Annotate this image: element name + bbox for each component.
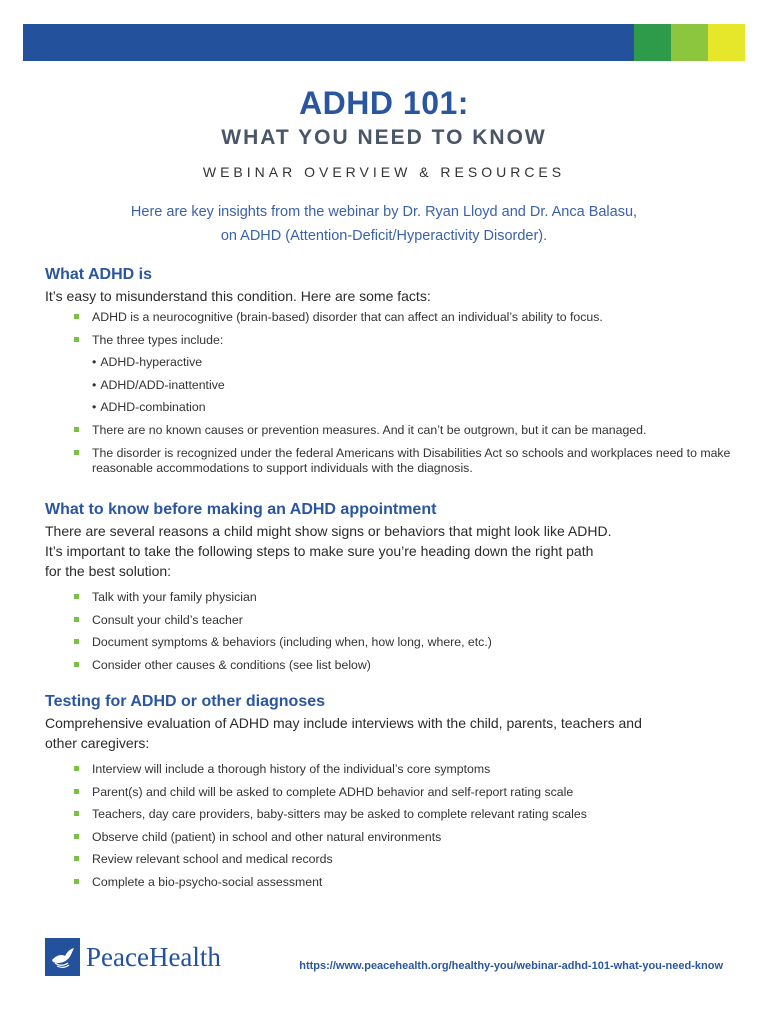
intro-line-2: on ADHD (Attention-Deficit/Hyperactivity Disorder). bbox=[220, 228, 548, 244]
type-item: • ADHD-combination bbox=[92, 400, 206, 415]
top-bar-blue bbox=[23, 24, 634, 61]
section-heading: Testing for ADHD or other diagnoses bbox=[45, 693, 326, 710]
top-bar-lime-square bbox=[671, 24, 708, 61]
section-before-appointment bbox=[45, 500, 735, 680]
section-heading: What to know before making an ADHD appointment bbox=[45, 501, 437, 518]
list-item: ADHD is a neurocognitive (brain-based) disorder that can affect an individual’s ability to focus. bbox=[92, 310, 735, 325]
section-lead: There are several reasons a child might show signs or behaviors that might look like ADHD. It’s important to take the following steps to make sure you’re heading down the right path for the best solution: bbox=[45, 523, 612, 579]
bullet-icon bbox=[74, 337, 79, 342]
section-lead: Comprehensive evaluation of ADHD may include interviews with the child, parents, teachers and other caregivers: bbox=[45, 715, 642, 751]
logo-text: PeaceHealth bbox=[86, 941, 221, 972]
list-item: Review relevant school and medical records bbox=[92, 852, 735, 867]
bullet-icon bbox=[74, 662, 79, 667]
list-item: Document symptoms & behaviors (including when, how long, where, etc.) bbox=[92, 635, 735, 650]
type-list bbox=[92, 355, 735, 415]
list-item: Observe child (patient) in school and other natural environments bbox=[92, 830, 735, 845]
type-item: • ADHD/ADD-inattentive bbox=[92, 377, 225, 392]
intro-text bbox=[0, 200, 768, 248]
intro-line-1: Here are key insights from the webinar by Dr. Ryan Lloyd and Dr. Anca Balasu, bbox=[130, 204, 638, 220]
top-bar-yellow-square bbox=[708, 24, 745, 61]
section-testing bbox=[45, 692, 735, 898]
list-item: There are no known causes or prevention measures. And it can’t be outgrown, but it can be managed. bbox=[92, 423, 735, 438]
list-item: Consult your child’s teacher bbox=[92, 613, 735, 628]
list-item: Teachers, day care providers, baby-sitters may be asked to complete relevant rating scales bbox=[92, 807, 735, 822]
bullet-icon bbox=[74, 766, 79, 771]
list-item: Complete a bio-psycho-social assessment bbox=[92, 875, 735, 890]
footer-url-link[interactable]: https://www.peacehealth.org/healthy-you/webinar-adhd-101-what-you-need-know bbox=[299, 960, 723, 972]
list-item: Parent(s) and child will be asked to complete ADHD behavior and self-report rating scale bbox=[92, 785, 735, 800]
page-title: ADHD 101: bbox=[299, 85, 469, 121]
top-bar-green-square bbox=[634, 24, 671, 61]
list-item: The three types include: bbox=[92, 333, 735, 348]
bullet-icon bbox=[74, 617, 79, 622]
bullet-icon bbox=[74, 450, 79, 455]
bullet-icon bbox=[74, 594, 79, 599]
bullet-icon bbox=[74, 811, 79, 816]
bullet-icon bbox=[74, 314, 79, 319]
bullet-icon bbox=[74, 427, 79, 432]
peacehealth-logo[interactable] bbox=[45, 938, 221, 976]
list-item: Consider other causes & conditions (see list below) bbox=[92, 658, 735, 673]
list-item: Talk with your family physician bbox=[92, 590, 735, 605]
list-item bbox=[92, 355, 735, 415]
type-item: • ADHD-hyperactive bbox=[92, 355, 203, 370]
bullet-icon bbox=[74, 856, 79, 861]
list-item: The disorder is recognized under the federal Americans with Disabilities Act so schools and workplaces need to make reasonable accommodations to support individuals with the diagnosis. bbox=[92, 446, 735, 476]
bullet-icon bbox=[74, 879, 79, 884]
list-item: Interview will include a thorough history of the individual’s core symptoms bbox=[92, 762, 735, 777]
steps-list bbox=[45, 590, 735, 673]
section-what-adhd-is bbox=[45, 265, 735, 483]
testing-list bbox=[45, 762, 735, 890]
dove-icon bbox=[45, 938, 80, 976]
section-heading: What ADHD is bbox=[45, 266, 152, 283]
document-header bbox=[0, 84, 768, 182]
bullet-icon bbox=[74, 789, 79, 794]
section-lead: It’s easy to misunderstand this condition. Here are some facts: bbox=[45, 288, 431, 304]
top-color-bar bbox=[23, 24, 745, 61]
fact-list bbox=[45, 310, 735, 476]
page-subtitle: WHAT YOU NEED TO KNOW bbox=[221, 126, 547, 149]
bullet-icon bbox=[74, 639, 79, 644]
bullet-icon bbox=[74, 834, 79, 839]
page-tagline: WEBINAR OVERVIEW & RESOURCES bbox=[202, 164, 566, 180]
